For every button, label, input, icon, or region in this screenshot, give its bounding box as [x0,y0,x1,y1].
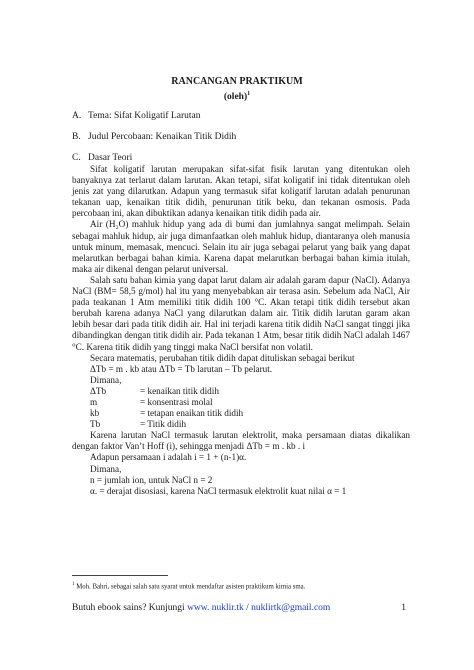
definition-table [90,386,243,430]
section-text: Judul Percobaan: Kenaikan Titik Didih [88,132,237,142]
definition-n: n = jumlah ion, untuk NaCl n = 2 [90,474,213,485]
footnote-divider [72,575,168,576]
dimana-label: Dimana, [90,463,122,474]
footer-separator: / [246,603,249,613]
footnote-text: Moh. Bahri, sebagai salah satu syarat untuk mendaftar asisten praktikum kimia sma. [76,583,306,591]
definition-symbol: kb [90,408,100,419]
section-a [72,110,201,122]
formula-boiling-point: ΔTb = m . kb atau ΔTb = Tb larutan – Tb pelarut. [90,363,273,374]
page-footer [72,602,406,614]
definition-text: = Titik didih [140,419,187,430]
footnote-number: 1 [72,582,75,587]
section-c [72,152,132,164]
document-subtitle [0,88,474,103]
formula-vant-hoff: Adapun persamaan i adalah i = 1 + (n-1)α. [90,452,247,463]
section-text: Dasar Teori [88,153,133,163]
paragraph: Salah satu bahan kimia yang dapat larut dalam air adalah garam dapur (NaCl). Adanya NaCl (BM= 58,5 g/mol) hal itu yang menyebabkan air terasa asin. Sebelum ada NaCl, Air pada teakanan 1 Atm memiliki titik didih 100 °C. Akan tetapi titik didih tersebut akan berubah karena adanya NaCl yang dilarutkan dalam air. Titik didih larutan garam akan lebih besar dari pada titik didih air. Hal ini terjadi karena titik didih NaCl sangat tinggi jika dibandingkan dengan titik didih air. Pada tekanan 1 Atm, besar titik didih NaCl adalah 1467 °C. Karena titik didih yang tinggi maka NaCl bersifat non volatil. [72,274,410,352]
paragraph: Secara matematis, perubahan titik didih dapat dituliskan sebagai berikut [90,352,355,363]
footnote [72,580,305,591]
footer-text: Butuh ebook sains? Kunjungi [72,603,185,613]
section-b [72,131,236,143]
definition-alpha: α. = derajat disosiasi, karena NaCl termasuk elektrolit kuat nilai α = 1 [90,485,347,496]
section-label: C. [72,153,81,163]
document-title: RANCANGAN PRAKTIKUM [171,76,303,87]
paragraph-electrolyte: Karena larutan NaCl termasuk larutan elektrolit, maka persamaan diatas dikalikan dengan faktor Van’t Hoff (i), sehingga menjadi ΔTb = m . kb . i [72,430,410,452]
footnote-marker: 1 [247,91,251,97]
dimana-label: Dimana, [90,374,122,385]
author-label: (oleh) [223,92,248,103]
section-label: B. [72,132,81,142]
paragraph: Air (H₂O) mahluk hidup yang ada di bumi dan jumlahnya sangat melimpah. Selain sebagai mahluk hidup, air juga dimanfaatkan oleh mahluk hidup, diantaranya oleh manusia untuk minum, memasak, mencuci. Selain itu air juga sebagai pelarut yang baik yang dapat melarutkan berbagai bahan kimia. Karena dapat melarutkan berbagai bahan kimia itulah, maka air dikenal dengan pelarut universal. [72,219,410,274]
definition-symbol: m [90,396,98,407]
definition-symbol: Tb [90,419,101,430]
definition-row [90,386,243,397]
definition-row [90,419,243,430]
definition-row [90,408,243,419]
page-number: 1 [401,603,406,613]
definition-text: = konsentrasi molal [140,396,213,407]
definition-row [90,397,243,408]
section-label: A. [72,111,82,121]
email-link[interactable]: nuklirtk@gmail.com [251,603,331,613]
website-link[interactable]: www. nuklir.tk [187,603,244,613]
definition-text: = tetapan enaikan titik didih [140,408,244,419]
definition-text: = kenaikan titik didih [140,385,219,396]
section-text: Tema: Sifat Koligatif Larutan [88,111,201,121]
theory-body [72,164,410,497]
paragraph: Sifat koligatif larutan merupakan sifat-sifat fisik larutan yang ditentukan oleh banyaknya zat terlarut dalam larutan. Akan tetapi, sifat koligatif ini tidak ditentukan oleh jenis zat yang dilarutkan. Adapun yang termasuk sifat koligatif larutan adalah penurunan tekanan uap, kenaikan titik didih, penurunan titik beku, dan tekanan osmosis. Pada percobaan ini, akan dibuktikan adanya kenaikan titik didih pada air. [72,164,410,219]
definition-symbol: ΔTb [90,385,107,396]
